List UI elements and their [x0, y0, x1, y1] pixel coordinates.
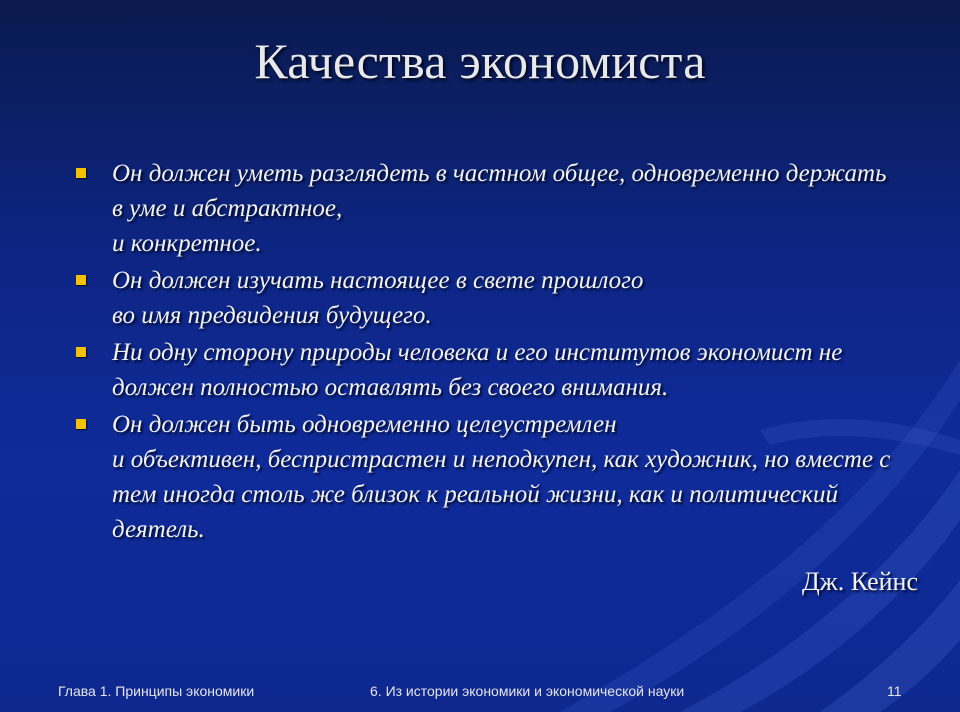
quote-author: Дж. Кейнс	[802, 567, 918, 596]
bullet-line: и объективен, беспристрастен и неподкупен, как художник, но вместе с	[112, 446, 891, 473]
bullet-line: деятель.	[112, 516, 205, 543]
bullet-line: во имя предвидения будущего.	[112, 302, 432, 329]
bullet-list	[72, 156, 932, 549]
bullet-item	[72, 335, 932, 405]
bullet-square-icon	[76, 419, 86, 429]
bullet-line: Ни одну сторону природы человека и его институтов экономист не	[112, 339, 843, 366]
bullet-square-icon	[76, 168, 86, 178]
bullet-square-icon	[76, 347, 86, 357]
footer-section: 6. Из истории экономики и экономической науки	[370, 683, 685, 699]
bullet-square-icon	[76, 275, 86, 285]
footer-chapter: Глава 1. Принципы экономики	[58, 683, 255, 699]
bullet-line: Он должен уметь разглядеть в частном общее, одновременно держать	[112, 160, 887, 187]
bullet-item	[72, 156, 932, 261]
bullet-item	[72, 263, 932, 333]
bullet-line: Он должен изучать настоящее в свете прошлого	[112, 267, 644, 294]
page-number: 11	[887, 683, 902, 699]
bullet-line: тем иногда столь же близок к реальной жизни, как и политический	[112, 481, 838, 508]
slide-title: Качества экономиста	[254, 33, 706, 89]
bullet-item	[72, 407, 932, 547]
bullet-line: и конкретное.	[112, 230, 262, 257]
bullet-line: должен полностью оставлять без своего внимания.	[112, 374, 669, 401]
bullet-line: Он должен быть одновременно целеустремлен	[112, 411, 617, 438]
bullet-line: в уме и абстрактное,	[112, 195, 343, 222]
